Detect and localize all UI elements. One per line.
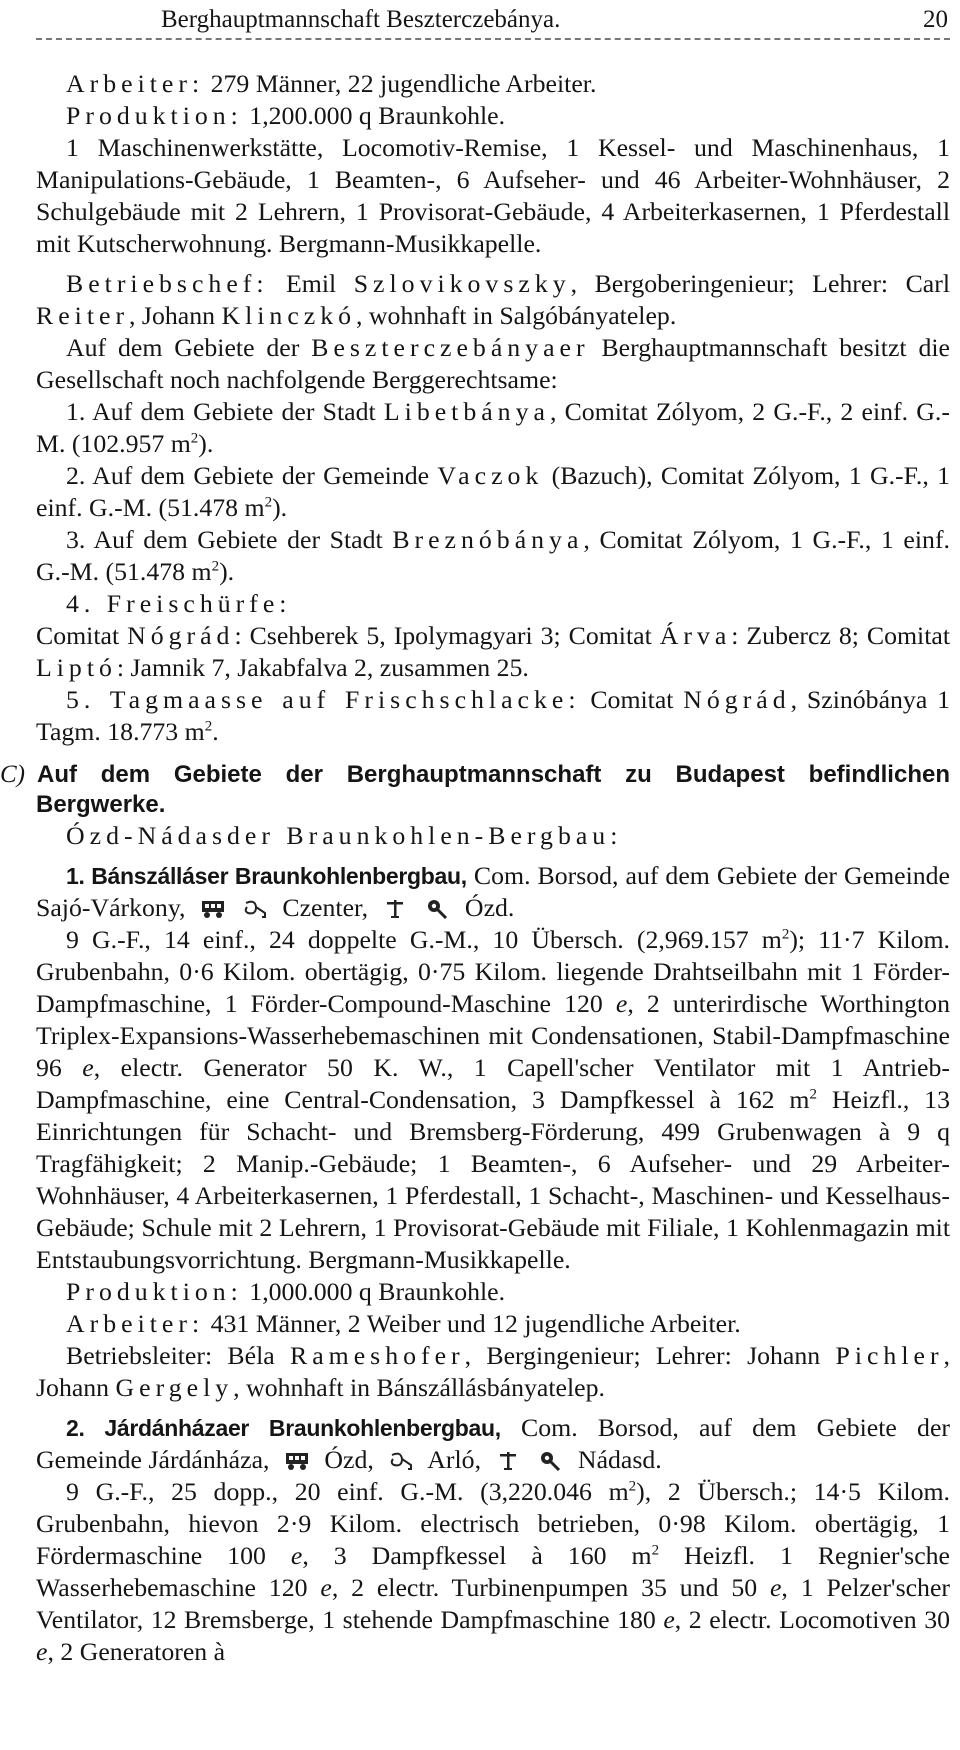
telegraph-pole-icon xyxy=(382,897,408,919)
telephone-icon xyxy=(424,897,450,919)
freischuerfe-text: Comitat Nógrád: Csehberek 5, Ipolymagyari 3; Comitat Árva: Zubercz 8; Comitat Liptó: Jamnik 7, Jakabfalva 2, zusammen 25. xyxy=(36,621,950,682)
berggerechtsame-item-4-label: 4. Freischürfe: xyxy=(66,589,292,618)
railway-wagon-icon xyxy=(200,897,226,919)
telephone-icon xyxy=(537,1449,563,1471)
mine1-details: 9 G.-F., 14 einf., 24 doppelte G.-M., 10 Übersch. (2,969.157 $m^2$); 11·7 Kilom. Grubenbahn, 0·6 Kilom. obertägig, 0·75 Kilom. liegende Drahtseilbahn mit 1 Förder-Dampfmaschine, 1 Förder-Compound-Maschine 120 e, 2 unterirdische Worthington Triplex-Expansions-Wasserhebemaschinen mit Condensationen, Stabil-Dampfmaschine 96 e, electr. Generator 50 K. W., 1 Capell'scher Ventilator mit 1 Antrieb-Dampfmaschine, eine Central-Condensation, 3 Dampfkessel à 162 $m^2$ Heizfl., 13 Einrichtungen für Schacht- und Bremsberg-Förderung, 499 Grubenwagen à 9 q Tragfähigkeit; 2 Manip.-Gebäude; 1 Beamten-, 6 Aufseher- und 29 Arbeiter-Wohnhäuser, 4 Arbeiterkasernen, 1 Pferdestall, 1 Schacht-, Maschinen- und Kesselhaus-Gebäude; Schule mit 2 Lehrern, 1 Provisorat-Gebäude mit Filiale, 1 Kohlenmagazin mit Entstaubungsvorrichtung. Bergmann-Musikkapelle. xyxy=(36,925,950,1274)
mine2-intro: 2. Járdánházaer Braunkohlenbergbau, Com. Borsod, auf dem Gebiete der Gemeinde Járdánháza, Ózd, Arló, Nádasd. xyxy=(36,1413,950,1474)
arbeiter-line: Arbeiter: 279 Männer, 22 jugendliche Arbeiter. xyxy=(66,69,597,98)
mine1-title: 1. Bánszálláser Braunkohlenbergbau, xyxy=(66,863,467,889)
header-rule xyxy=(36,38,950,40)
mine1-produktion: Produktion: 1,000.000 q Braunkohle. xyxy=(66,1277,506,1306)
berggerechtsame-intro: Auf dem Gebiete der Beszterczebányaer Berghauptmannschaft besitzt die Gesellschaft noch nachfolgende Berggerechtsame: xyxy=(36,333,950,394)
section-subheading: Ózd-Nádasder Braunkohlen-Bergbau: xyxy=(66,821,623,850)
mine1-betriebsleiter: Betriebsleiter: Béla Rameshofer, Bergingenieur; Lehrer: Johann Pichler, Johann Gergely, wohnhaft in Bánszállásbányatelep. xyxy=(36,1341,950,1402)
betriebschef-paragraph: Betriebschef: Emil Szlovikovszky, Bergoberingenieur; Lehrer: Carl Reiter, Johann Klinczkó, wohnhaft in Salgóbányatelep. xyxy=(36,269,951,330)
mine2-title: 2. Járdánházaer Braunkohlenbergbau, xyxy=(66,1415,501,1441)
mine1-intro: 1. Bánszálláser Braunkohlenbergbau, Com. Borsod, auf dem Gebiete der Gemeinde Sajó-Várkony, Czenter, Ózd. xyxy=(36,861,951,922)
produktion-line: Produktion: 1,200.000 q Braunkohle. xyxy=(66,101,506,130)
page-number: 20 xyxy=(923,6,948,33)
berggerechtsame-item-5: 5. Tagmaasse auf Frischschlacke: Comitat Nógrád, Szinóbánya 1 Tagm. 18.773 $m^2$. xyxy=(36,685,950,746)
telegraph-pole-icon xyxy=(495,1449,521,1471)
facilities-paragraph: 1 Maschinenwerkstätte, Locomotiv-Remise, 1 Kessel- und Maschinenhaus, 1 Manipulations-Gebäude, 1 Beamten-, 6 Aufseher- und 46 Arbeiter-Wohnhäuser, 2 Schulgebäude mit 2 Lehrern, 1 Provisorat-Gebäude, 4 Arbeiterkasernen, 1 Pferdestall mit Kutscherwohnung. Bergmann-Musikkapelle. xyxy=(36,133,950,258)
section-heading-c: C) Auf dem Gebiete der Berghauptmannschaft zu Budapest befindlichen Bergwerke. xyxy=(0,761,950,818)
post-horn-icon xyxy=(388,1449,414,1471)
document-body xyxy=(0,68,951,1668)
post-horn-icon xyxy=(242,897,268,919)
berggerechtsame-item-1: 1. Auf dem Gebiete der Stadt Libetbánya, Comitat Zólyom, 2 G.-F., 2 einf. G.-M. (102.957 $m^2$). xyxy=(36,397,950,458)
section-letter: C) xyxy=(0,761,25,788)
railway-wagon-icon xyxy=(284,1449,310,1471)
mine1-arbeiter: Arbeiter: 431 Männer, 2 Weiber und 12 jugendliche Arbeiter. xyxy=(66,1309,741,1338)
running-title: Berghauptmannschaft Beszterczebánya. xyxy=(161,6,561,33)
mine2-details: 9 G.-F., 25 dopp., 20 einf. G.-M. (3,220.046 $m^2$), 2 Übersch.; 14·5 Kilom. Grubenbahn, hievon 2·9 Kilom. electrisch betrieben, 0·98 Kilom. obertägig, 1 Fördermaschine 100 e, 3 Dampfkessel à 160 $m^2$ Heizfl. 1 Regnier'sche Wasserhebemaschine 120 e, 2 electr. Turbinenpumpen 35 und 50 e, 1 Pelzer'scher Ventilator, 12 Bremsberge, 1 stehende Dampfmaschine 180 e, 2 electr. Locomotiven 30 e, 2 Generatoren à xyxy=(36,1477,951,1666)
berggerechtsame-item-2: 2. Auf dem Gebiete der Gemeinde Vaczok (Bazuch), Comitat Zólyom, 1 G.-F., 1 einf. G.-M. (51.478 $m^2$). xyxy=(36,461,950,522)
berggerechtsame-item-3: 3. Auf dem Gebiete der Stadt Breznóbánya, Comitat Zólyom, 1 G.-F., 1 einf. G.-M. (51.478 $m^2$). xyxy=(36,525,950,586)
page-header xyxy=(36,4,950,36)
